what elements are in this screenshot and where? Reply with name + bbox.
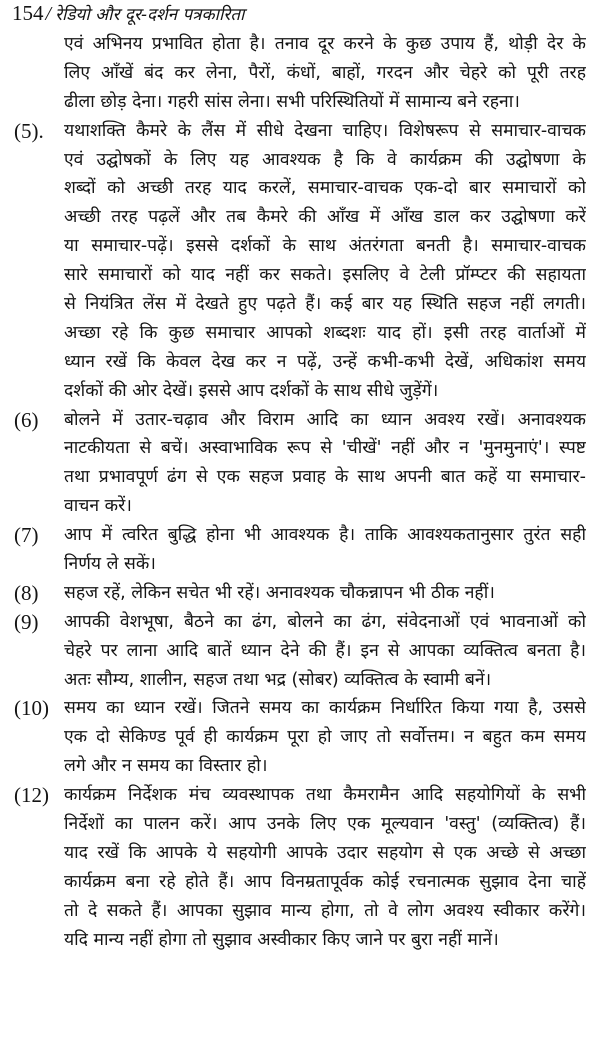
text-line: तथा प्रभावपूर्ण ढंग से एक सहज प्रवाह के साथ अपनी बात कहें या समाचार- [64, 467, 586, 488]
text-line: एवं उद्घोषकों के लिए यह आवश्यक है कि वे कार्यक्रम की उद्घोषणा के [64, 149, 586, 170]
list-item [0, 117, 600, 406]
text-line: बोलने में उतार-चढ़ाव और विराम आदि का ध्यान अवश्य रखें। अनावश्यक [64, 409, 586, 430]
item-number: (8) [14, 580, 39, 605]
text-line: ढीला छोड़ देना। गहरी सांस लेना। सभी परिस्थितियों में सामान्य बने रहना। [64, 91, 520, 112]
text-line: दर्शकों की ओर देखें। इससे आप दर्शकों के साथ सीधे जुड़ेंगें। [64, 380, 439, 401]
text-line: निर्देशों का पालन करें। आप उनके लिए एक मूल्यवान 'वस्तु' (व्यक्तित्व) हैं। [64, 814, 586, 835]
text-line: अच्छी तरह पढ़लें और तब कैमरे की आँख में आँख डाल कर उद्घोषणा करें [64, 207, 586, 228]
page-body [0, 30, 600, 955]
text-line: एक दो सेकिण्ड पूर्व ही कार्यक्रम पूरा हो जाए तो सर्वोत्तम। न बहुत कम समय [64, 727, 586, 748]
text-line: शब्दों को अच्छी तरह याद करलें, समाचार-वाचक एक-दो बार समाचारों को [64, 178, 586, 199]
text-line: कार्यक्रम निर्देशक मंच व्यवस्थापक तथा कैमरामैन आदि सहयोगियों के सभी [64, 785, 586, 806]
book-title: रेडियो और दूर-दर्शन पत्रकारिता [55, 5, 245, 25]
text-line: अच्छा रहे कि कुछ समाचार आपको शब्दशः याद हों। इसी तरह वार्ताओं में [64, 322, 586, 343]
text-line: आपकी वेशभूषा, बैठने का ढंग, बोलने का ढंग, संवेदनाओं एवं भावनाओं को [64, 611, 586, 632]
text-line: एवं अभिनय प्रभावित होता है। तनाव दूर करने के कुछ उपाय हैं, थोड़ी देर के [64, 34, 586, 54]
text-line: यथाशक्ति कैमरे के लैंस में सीधे देखना चाहिए। विशेषरूप से समाचार-वाचक [64, 120, 586, 141]
item-number: (6) [14, 407, 39, 432]
text-line: तो दे सकते हैं। आपका सुझाव मान्य होगा, तो वे लोग अवश्य स्वीकार करेंगे। [64, 900, 586, 921]
text-line: लगे और न समय का विस्तार हो। [64, 756, 268, 777]
item-number: (9) [14, 609, 39, 634]
text-line: नाटकीयता से बचें। अस्वाभाविक रूप से 'चीखें' नहीं और न 'मुनमुनाएं'। स्पष्ट [64, 438, 586, 459]
text-line: सारे समाचारों को याद नहीं कर सकते। इसलिए वे टेली प्रॉम्प्टर की सहायता [64, 265, 586, 286]
text-line: समय का ध्यान रखें। जितने समय का कार्यक्रम निर्धारित किया गया है, उससे [64, 698, 586, 719]
text-line: अतः सौम्य, शालीन, सहज तथा भद्र (सोबर) व्यक्तित्व के स्वामी बनें। [64, 669, 492, 690]
list-item [0, 30, 600, 117]
page-number: 154 [12, 1, 44, 25]
text-line: यदि मान्य नहीं होगा तो सुझाव अस्वीकार किए जाने पर बुरा नहीं मानें। [64, 929, 499, 950]
text-line: लिए आँखें बंद कर लेना, पैरों, कंधों, बाहों, गरदन और चेहरे को पूरी तरह [64, 62, 586, 83]
text-line: निर्णय ले सकें। [64, 554, 156, 575]
text-line: या समाचार-पढ़ें। इससे दर्शकों के साथ अंतरंगता बनती है। समाचार-वाचक [64, 236, 586, 257]
list-item [0, 521, 600, 579]
text-line: आप में त्वरित बुद्धि होना भी आवश्यक है। ताकि आवश्यकतानुसार तुरंत सही [64, 525, 586, 546]
item-number: (12) [14, 783, 49, 808]
text-line: याद रखें कि आपके ये सहयोगी आपके उदार सहयोग से एक अच्छे से अच्छा [64, 842, 586, 863]
running-header [12, 0, 244, 26]
header-separator: / [45, 3, 52, 25]
list-item [0, 608, 600, 695]
text-line: से नियंत्रित लेंस में देखते हुए पढ़ते हैं। कई बार यह स्थिति सहज नहीं लगती। [64, 294, 586, 315]
text-line: वाचन करें। [64, 496, 132, 517]
item-number: (10) [14, 696, 49, 721]
text-line: चेहरे पर लाना आदि बातें ध्यान देने की हैं। इन से आपका व्यक्तित्व बनता है। [64, 640, 586, 661]
item-number: (5). [14, 118, 44, 143]
list-item [0, 694, 600, 781]
text-line: सहज रहें, लेकिन सचेत भी रहें। अनावश्यक चौकन्नापन भी ठीक नहीं। [64, 582, 495, 603]
text-line: कार्यक्रम बना रहे होते हैं। आप विनम्रतापूर्वक कोई रचनात्मक सुझाव देना चाहें [64, 871, 586, 892]
text-line: ध्यान रखें कि केवल देख कर न पढ़ें, उन्हें कभी-कभी देखें, अधिकांश समय [64, 351, 586, 372]
item-number: (7) [14, 523, 39, 548]
list-item [0, 579, 600, 608]
list-item [0, 781, 600, 954]
list-item [0, 406, 600, 522]
